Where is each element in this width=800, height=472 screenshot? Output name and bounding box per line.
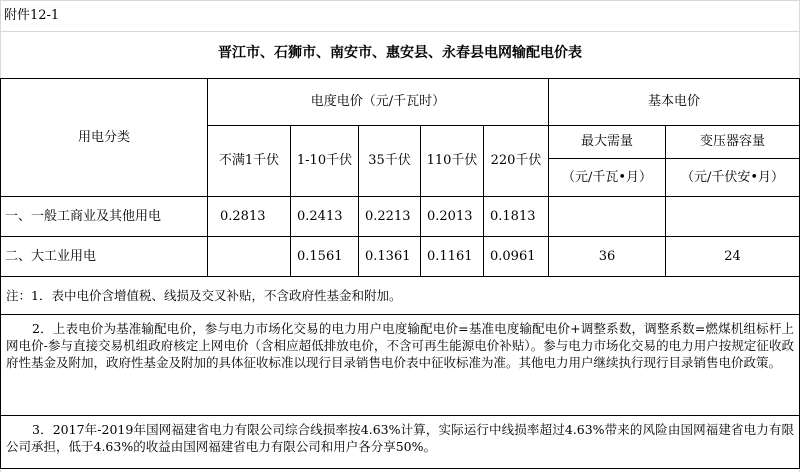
table-cell: 0.2813 <box>220 208 266 224</box>
table-cell: 24 <box>724 248 741 264</box>
row-general-commercial-category: 一、一般工商业及其他用电 <box>5 208 162 224</box>
header-voltage-220kv: 220千伏 <box>490 153 542 168</box>
header-max-demand: 最大需量 <box>580 134 633 149</box>
table-cell <box>208 237 290 276</box>
table-cell: 0.2413 <box>297 208 343 224</box>
header-transformer-capacity: 变压器容量 <box>699 134 765 149</box>
note-2: 2．上表电价为基准输配电价，参与电力市场化交易的电力用户电度输配电价=基准电度输配电价+调整系数，调整系数=燃煤机组标杆上网电价-参与直接交易机组政府核定上网电价（含相应超低排放电价，不含可再生能源电价补贴）。参与电力市场化交易的电力用户按规定征收政府性基金及附加，政府性基金及附加的具体征收标准以现行目录销售电价表中征收标准为准。其他电力用户继续执行现行目录销售电价政策。 <box>6 321 794 370</box>
table-cell: 36 <box>598 248 616 264</box>
header-voltage-1-10kv: 1-10千伏 <box>296 153 353 168</box>
header-voltage-35kv: 35千伏 <box>368 153 411 168</box>
header-transformer-unit: （元/千伏安•月） <box>680 169 785 185</box>
note-3: 3．2017年-2019年国网福建省电力有限公司综合线损率按4.63%计算，实际运行中线损率超过4.63%带来的风险由国网福建省电力有限公司承担，低于4.63%的收益由国网福建省电力有限公司和用户各分享50%。 <box>6 422 794 454</box>
attachment-label: 附件12-1 <box>4 8 60 23</box>
sheet-gridline <box>0 0 800 1</box>
table-cell: 0.1361 <box>365 248 411 264</box>
table-cell <box>549 197 665 236</box>
table-cell: 0.0961 <box>490 248 536 264</box>
header-category: 用电分类 <box>77 129 130 145</box>
table-cell: 0.1561 <box>297 248 343 264</box>
table-cell: 0.2213 <box>365 208 411 224</box>
sheet-gridline <box>0 31 800 32</box>
table-cell: 0.2013 <box>427 208 473 224</box>
header-energy-price: 电度电价（元/千瓦时） <box>310 94 446 109</box>
note-1: 注：1．表中电价含增值税、线损及交叉补贴，不含政府性基金和附加。 <box>6 288 402 303</box>
header-voltage-110kv: 110千伏 <box>426 153 478 168</box>
table-title: 晋江市、石狮市、南安市、惠安县、永春县电网输配电价表 <box>218 45 582 61</box>
header-max-demand-unit: （元/千瓦•月） <box>561 169 653 185</box>
row-large-industry-category: 二、大工业用电 <box>5 248 97 264</box>
table-cell: 0.1161 <box>427 248 473 264</box>
table-cell: 0.1813 <box>490 208 536 224</box>
header-voltage-lt1kv: 不满1千伏 <box>218 153 280 168</box>
header-basic-price: 基本电价 <box>647 94 700 109</box>
table-cell <box>666 197 799 236</box>
